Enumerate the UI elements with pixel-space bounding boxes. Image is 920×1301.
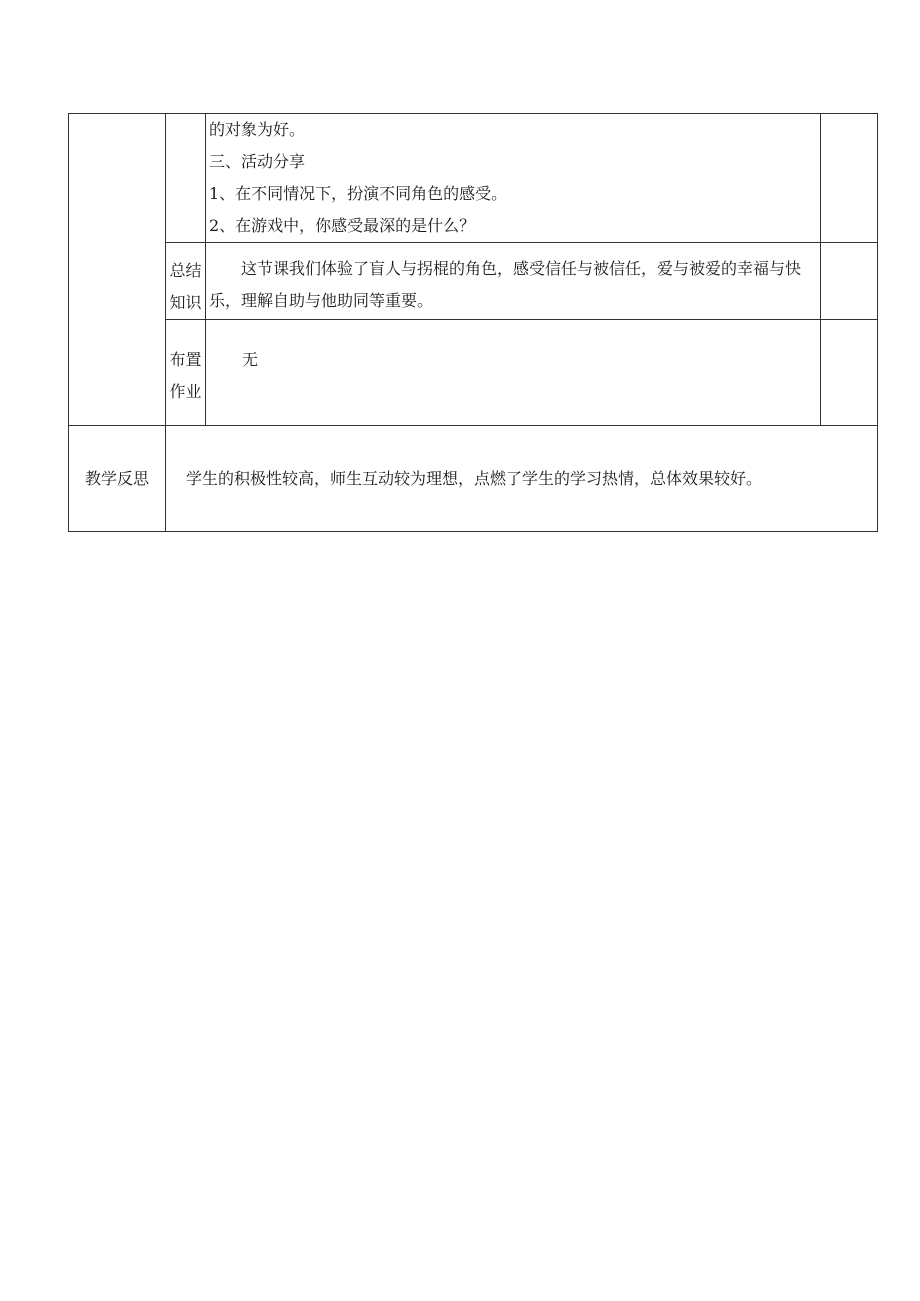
activity-content-cell xyxy=(206,114,821,243)
homework-row xyxy=(69,320,878,426)
summary-text: 这节课我们体验了盲人与拐棍的角色，感受信任与被信任，爱与被爱的幸福与快乐，理解自助与他助同等重要。 xyxy=(206,243,821,320)
homework-remark-cell xyxy=(821,320,878,426)
activity-label-cell xyxy=(166,114,206,243)
reflection-text: 学生的积极性较高，师生互动较为理想，点燃了学生的学习热情，总体效果较好。 xyxy=(166,426,878,532)
lesson-plan-table xyxy=(68,113,878,532)
reflection-label: 教学反思 xyxy=(69,426,166,532)
summary-remark-cell xyxy=(821,243,878,320)
summary-row xyxy=(69,243,878,320)
activity-row xyxy=(69,114,878,243)
summary-label: 总结知识 xyxy=(166,243,206,320)
activity-line: 2、在游戏中，你感受最深的是什么？ xyxy=(209,216,476,235)
activity-remark-cell xyxy=(821,114,878,243)
activity-line: 1、在不同情况下，扮演不同角色的感受。 xyxy=(209,184,508,203)
homework-text: 无 xyxy=(206,320,821,426)
activity-line: 的对象为好。 xyxy=(209,120,306,139)
left-merged-cell xyxy=(69,114,166,426)
activity-line: 三、活动分享 xyxy=(209,152,306,171)
homework-label: 布置作业 xyxy=(166,320,206,426)
reflection-row xyxy=(69,426,878,532)
